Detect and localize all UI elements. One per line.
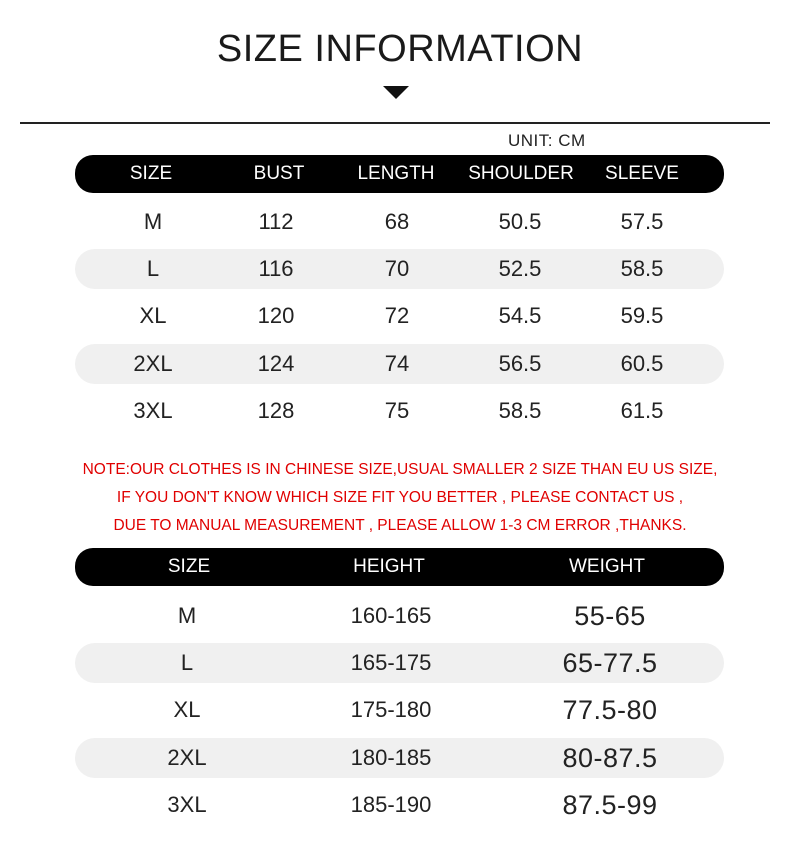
cell-weight: 55-65: [574, 601, 646, 631]
cell-sleeve: 57.5: [620, 209, 664, 234]
col-header-sleeve: SLEEVE: [605, 163, 679, 184]
col-header-bust: BUST: [253, 163, 305, 184]
col-header-shoulder: SHOULDER: [468, 163, 574, 184]
cell-weight: 80-87.5: [562, 743, 658, 773]
cell-length: 74: [384, 351, 410, 376]
table-row: [75, 785, 724, 825]
table-row: [75, 249, 724, 289]
col-header-size: SIZE: [167, 556, 211, 577]
cell-shoulder: 50.5: [498, 209, 542, 234]
cell-size: XL: [173, 697, 201, 722]
cell-size: L: [146, 256, 160, 281]
cell-height: 185-190: [350, 792, 432, 817]
cell-bust: 124: [257, 351, 295, 376]
cell-size: XL: [139, 303, 167, 328]
table-row: [75, 344, 724, 384]
table-row: [75, 738, 724, 778]
cell-height: 165-175: [350, 650, 432, 675]
cell-size: 2XL: [167, 745, 207, 770]
cell-size: L: [180, 650, 194, 675]
cell-bust: 120: [257, 303, 295, 328]
table-row: [75, 596, 724, 636]
cell-sleeve: 59.5: [620, 303, 664, 328]
col-header-length: LENGTH: [357, 163, 435, 184]
divider: [20, 122, 770, 124]
cell-bust: 112: [258, 209, 294, 234]
col-header-size: SIZE: [129, 163, 173, 184]
cell-size: M: [143, 209, 163, 234]
cell-length: 70: [384, 256, 410, 281]
cell-size: M: [177, 603, 197, 628]
table-header: [75, 155, 724, 193]
cell-bust: 128: [257, 398, 295, 423]
cell-sleeve: 58.5: [620, 256, 664, 281]
cell-sleeve: 60.5: [620, 351, 664, 376]
size-note-line-1: NOTE:OUR CLOTHES IS IN CHINESE SIZE,USUAL SMALLER 2 SIZE THAN EU US SIZE,: [82, 461, 718, 478]
cell-sleeve: 61.5: [620, 398, 664, 423]
cell-shoulder: 54.5: [498, 303, 542, 328]
cell-weight: 77.5-80: [562, 695, 658, 725]
cell-weight: 65-77.5: [562, 648, 658, 678]
table-row: [75, 690, 724, 730]
table-row: [75, 643, 724, 683]
cell-shoulder: 58.5: [498, 398, 542, 423]
cell-size: 3XL: [167, 792, 207, 817]
col-header-weight: WEIGHT: [569, 556, 645, 577]
caret-down-icon: [383, 86, 409, 99]
cell-shoulder: 52.5: [498, 256, 542, 281]
cell-bust: 116: [258, 256, 294, 281]
cell-size: 2XL: [133, 351, 173, 376]
cell-height: 180-185: [350, 745, 432, 770]
col-header-height: HEIGHT: [353, 556, 425, 577]
cell-length: 68: [384, 209, 410, 234]
cell-length: 75: [384, 398, 410, 423]
page-title: SIZE INFORMATION: [216, 28, 584, 70]
table-row: [75, 202, 724, 242]
size-note-line-3: DUE TO MANUAL MEASUREMENT , PLEASE ALLOW 1-3 CM ERROR ,THANKS.: [113, 517, 687, 534]
table-row: [75, 296, 724, 336]
cell-shoulder: 56.5: [498, 351, 542, 376]
unit-label: UNIT: CM: [508, 131, 586, 150]
table-header: [75, 548, 724, 586]
cell-weight: 87.5-99: [562, 790, 658, 820]
size-note-line-2: IF YOU DON'T KNOW WHICH SIZE FIT YOU BETTER , PLEASE CONTACT US ,: [116, 489, 684, 506]
cell-size: 3XL: [133, 398, 173, 423]
cell-height: 160-165: [350, 603, 432, 628]
cell-length: 72: [384, 303, 410, 328]
cell-height: 175-180: [350, 697, 432, 722]
table-row: [75, 391, 724, 431]
